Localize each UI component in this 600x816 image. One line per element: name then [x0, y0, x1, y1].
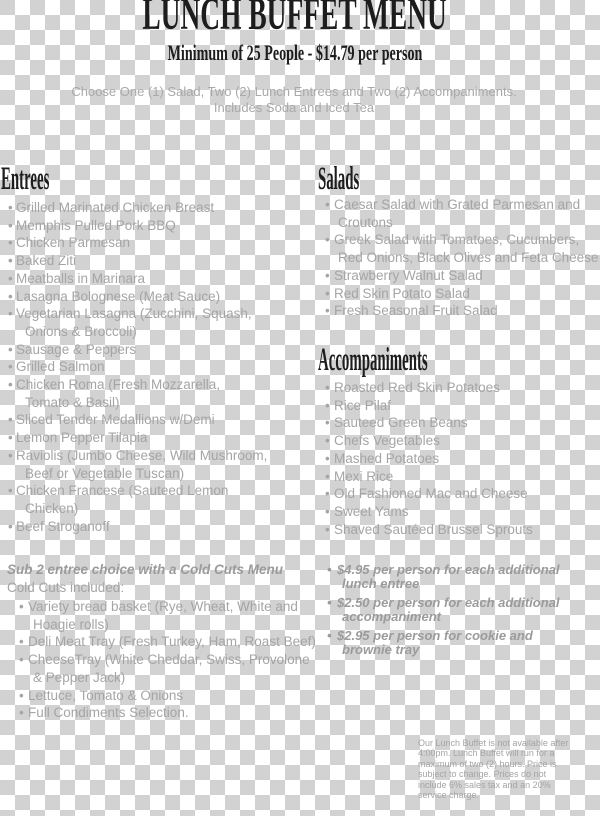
bullet-icon: • [327, 562, 332, 577]
bullet-icon: • [8, 341, 13, 357]
text-line: Includes Soda and Iced Tea [213, 99, 375, 115]
item-text: Lasagna Bolognese (Meat Sauce) [16, 288, 221, 304]
list-item-first-line [327, 629, 589, 643]
list-item [325, 397, 597, 415]
list-item [19, 633, 316, 651]
bullet-icon: • [325, 486, 330, 502]
list-item-first-line [8, 358, 308, 376]
footnote-text [418, 738, 594, 800]
cold-cuts-subheading: Cold Cuts included: [7, 580, 125, 595]
list-item-first-line [8, 305, 308, 323]
item-text: Sliced Tender Medallions w/Demi [16, 412, 215, 428]
accompaniments-heading [318, 344, 562, 377]
list-item-first-line [325, 397, 597, 415]
list-item [8, 447, 308, 482]
list-item [8, 376, 308, 411]
list-item-line: Croutons [338, 214, 393, 230]
list-item-first-line [325, 196, 597, 214]
item-text: Meatballs in Marinara [16, 270, 146, 286]
item-text: CheeseTray (White Cheddar, Swiss, Provolone [28, 652, 310, 668]
bullet-icon: • [325, 468, 330, 484]
list-item-line: accompaniment [342, 609, 441, 624]
list-item-first-line [325, 302, 597, 320]
list-item-line: brownie tray [342, 642, 420, 657]
list-item-line: lunch entree [342, 576, 420, 591]
list-item [325, 196, 597, 231]
list-item [325, 267, 597, 285]
list-item [327, 563, 589, 591]
list-item [8, 429, 308, 447]
item-text: Chefs Vegetables [334, 433, 440, 449]
item-text: Sausage & Peppers [16, 341, 137, 357]
item-text: Strawberry Walnut Salad [334, 267, 483, 283]
item-text: Lettuce, Tomato & Onions [28, 687, 184, 703]
item-text: Grilled Marinated Chicken Breast [16, 200, 215, 215]
list-item-first-line [8, 288, 308, 306]
text-line: service charge. [418, 790, 480, 801]
item-text: Mexi Rice [334, 468, 394, 484]
list-item [325, 231, 597, 266]
page-subtitle [0, 42, 590, 65]
item-text: Greek Salad with Tomatoes, Cucumbers, [334, 232, 580, 248]
item-text: Roasted Red Skin Potatoes [334, 380, 500, 395]
list-item-first-line [8, 518, 308, 536]
list-item-line: Chicken) [25, 500, 79, 516]
cold-cuts-heading: Sub 2 entree choice with a Cold Cuts Menu [7, 562, 284, 577]
bullet-icon: • [327, 595, 332, 610]
list-item-first-line [19, 704, 311, 722]
list-item-first-line [8, 376, 308, 394]
bullet-icon: • [325, 197, 330, 212]
text-line: include 6% sales tax and an 20% [418, 779, 551, 790]
bullet-icon: • [325, 521, 330, 537]
text-line: Choose One (1) Salad, Two (2) Lunch Entrees and Two (2) Accompaniments. [71, 84, 517, 99]
accompaniments-list [325, 379, 597, 538]
list-item-first-line [8, 234, 308, 252]
bullet-icon: • [325, 267, 330, 283]
list-item [8, 482, 308, 517]
list-item-first-line [8, 270, 308, 288]
list-item-first-line [325, 432, 597, 450]
bullet-icon: • [325, 232, 330, 248]
list-item-first-line [327, 563, 589, 577]
list-item [327, 596, 589, 624]
list-item-first-line [325, 231, 597, 249]
list-item-first-line [19, 687, 311, 705]
list-item-first-line [325, 468, 597, 486]
list-item-first-line [325, 285, 597, 303]
pricing-notes-list [327, 563, 589, 662]
list-item [19, 651, 311, 686]
item-text: Raviolis (Jumbo Cheese, Wild Mushroom, [16, 447, 268, 463]
list-item [8, 234, 308, 252]
bullet-icon: • [8, 430, 13, 446]
bullet-icon: • [325, 503, 330, 519]
bullet-icon: • [8, 518, 13, 534]
bullet-icon: • [8, 483, 13, 499]
list-item [325, 485, 597, 503]
list-item-first-line [8, 482, 308, 500]
page-title [0, 0, 590, 37]
bullet-icon: • [8, 270, 13, 286]
list-item [325, 414, 597, 432]
list-item-first-line [8, 447, 308, 465]
list-item-first-line [8, 341, 308, 359]
item-text: Beef Stroganoff [16, 518, 110, 534]
item-text: Grilled Salmon [16, 359, 105, 375]
bullet-icon: • [8, 235, 13, 251]
list-item [8, 358, 308, 376]
list-item [325, 379, 597, 397]
item-text: Red Skin Potato Salad [334, 285, 470, 301]
list-item-first-line [325, 503, 597, 521]
list-item [327, 629, 589, 657]
bullet-icon: • [8, 359, 13, 375]
list-item-line: Tomato & Basil) [25, 394, 120, 410]
item-text: Chicken Roma (Fresh Mozzarella, [16, 377, 221, 393]
list-item-first-line [327, 596, 589, 610]
list-item [8, 341, 308, 359]
bullet-icon: • [19, 687, 24, 703]
item-text: Baked Ziti [16, 253, 77, 269]
list-item-first-line [8, 199, 308, 217]
cold-cuts-header [7, 561, 283, 597]
item-text: Caesar Salad with Grated Parmesan and [334, 197, 581, 212]
list-item-first-line [8, 411, 308, 429]
salads-heading-text: Salads [318, 161, 360, 197]
page-subtitle-text: Minimum of 25 People - $14.79 per person [167, 40, 423, 65]
list-item-first-line [325, 521, 597, 539]
list-item [8, 252, 308, 270]
item-text: Vegetarian Lasagna (Zucchini, Squash, [16, 306, 252, 322]
list-item-first-line [325, 267, 597, 285]
list-item [325, 468, 597, 486]
bullet-icon: • [8, 217, 13, 233]
list-item [8, 270, 308, 288]
item-text: Mashed Potatoes [334, 450, 440, 466]
list-item-first-line [8, 252, 308, 270]
list-item [8, 305, 308, 340]
bullet-icon: • [19, 652, 24, 668]
list-item [325, 503, 597, 521]
list-item [325, 302, 597, 320]
item-text: Shaved Sautéed Brussel Sprouts [334, 521, 533, 537]
list-item [8, 411, 308, 429]
bullet-icon: • [8, 377, 13, 393]
text-line: subject to change. Prices do not [418, 769, 547, 780]
bullet-icon: • [8, 412, 13, 428]
list-item [325, 450, 597, 468]
item-text: $4.95 per person for each additional [337, 562, 560, 577]
item-text: Deli Meat Tray (Fresh Turkey, Ham, Roast Beef) [28, 634, 316, 650]
cold-cuts-list [19, 598, 316, 722]
salads-heading [318, 163, 410, 196]
item-text: Lemon Pepper Tilapia [16, 430, 148, 446]
list-item [325, 285, 597, 303]
list-item-line: & Pepper Jack) [33, 669, 126, 685]
list-item-line: Hoagie rolls) [33, 616, 109, 632]
item-text: Sweet Yams [334, 503, 409, 519]
item-text: Memphis Pulled Pork BBQ [16, 217, 176, 233]
list-item [325, 521, 597, 539]
list-item-line: Beef or Vegetable Tuscan) [25, 465, 185, 481]
bullet-icon: • [8, 447, 13, 463]
bullet-icon: • [8, 288, 13, 304]
bullet-icon: • [8, 200, 13, 215]
bullet-icon: • [325, 380, 330, 395]
bullet-icon: • [19, 599, 24, 614]
list-item-first-line [325, 414, 597, 432]
item-text: Rice Pilaf [334, 397, 392, 413]
text-line: Our Lunch Buffet is not available after [418, 738, 569, 748]
item-text: Chicken Parmesan [16, 235, 131, 251]
bullet-icon: • [325, 433, 330, 449]
item-text: Old Fashioned Mac and Cheese [334, 486, 528, 502]
text-line: maximum of two (2) hours. Price is [418, 758, 557, 769]
list-item-first-line [8, 429, 308, 447]
list-item-first-line [325, 379, 597, 397]
item-text: Chicken Francese (Sauteed Lemon [16, 483, 229, 499]
bullet-icon: • [19, 705, 24, 721]
list-item [19, 704, 311, 722]
list-item [8, 199, 308, 217]
list-item [325, 432, 597, 450]
list-item-first-line [325, 450, 597, 468]
page-title-text: LUNCH BUFFET MENU [142, 0, 448, 39]
entrees-list [8, 199, 308, 535]
bullet-icon: • [325, 285, 330, 301]
list-item-line: Red Onions, Black Olives and Feta Cheese [338, 250, 599, 266]
bullet-icon: • [8, 253, 13, 269]
list-item-first-line [8, 217, 308, 235]
item-text: $2.50 per person for each additional [337, 595, 560, 610]
bullet-icon: • [325, 303, 330, 319]
bullet-icon: • [327, 628, 332, 643]
list-item-first-line [19, 651, 311, 669]
bullet-icon: • [325, 415, 330, 431]
list-item [19, 687, 311, 705]
accompaniments-heading-text: Accompaniments [318, 342, 428, 378]
item-text: Full Condiments Selection. [28, 705, 189, 721]
intro-text [0, 84, 588, 115]
list-item [8, 217, 308, 235]
item-text: Fresh Seasonal Fruit Salad [334, 303, 498, 319]
entrees-heading-text: Entrees [1, 161, 50, 197]
salads-list [325, 196, 597, 320]
list-item-line: Onions & Broccoli) [25, 323, 137, 339]
list-item [8, 288, 308, 306]
bullet-icon: • [325, 450, 330, 466]
item-text: Variety bread basket (Rye, Wheat, White and [28, 599, 298, 614]
list-item-first-line [325, 485, 597, 503]
list-item [19, 598, 311, 633]
text-line: 4:00pm. Lunch Buffet will run for a [418, 748, 555, 759]
list-item-first-line [19, 598, 311, 616]
list-item-first-line [19, 633, 316, 651]
bullet-icon: • [8, 306, 13, 322]
bullet-icon: • [325, 397, 330, 413]
bullet-icon: • [19, 634, 24, 650]
item-text: Sauteed Green Beans [334, 415, 468, 431]
list-item [8, 518, 308, 536]
entrees-heading [1, 163, 109, 196]
item-text: $2.95 per person for cookie and [337, 628, 533, 643]
